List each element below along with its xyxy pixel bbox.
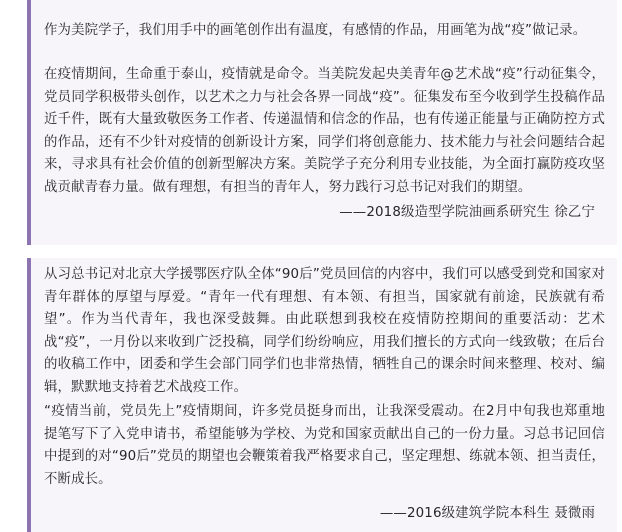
quote-2-paragraph-2: “疫情当前，党员先上”疫情期间，许多党员挺身而出，让我深受震动。在2月中旬我也郑重地提笔写下了入党申请书，希望能够为学校、为党和国家贡献出自己的一份力量。习总书记回信中提到的对“90后”党员的期望也会鞭策着我严格要求自己，坚定理想、练就本领、担当责任，不断成长。 [44,404,605,487]
quote-2-paragraph-1: 从习总书记对北京大学援鄂医疗队全体“90后”党员回信的内容中，我们可以感受到党和国家对青年群体的厚望与厚爱。“青年一代有理想、有本领、有担当，国家就有前途，民族就有希望”。作为当代青年，我也深受鼓舞。由此联想到我校在疫情防控期间的重要活动：艺术战“疫”，一月份以来收到广泛投稿，同学们纷纷响应，用我们擅长的方式向一线致敬；在后台的收稿工作中，团委和学生会部门同学们也非常热情，牺牲自己的课余时间来整理、校对、编辑，默默地支持着艺术战疫工作。 [44,267,605,395]
quote-1-signature: ——2018级造型学院油画系研究生 徐乙宁 [339,205,595,220]
quote-card-2 [27,258,617,532]
quote-1-paragraph-1: 作为美院学子，我们用手中的画笔创作出有温度，有感情的作品，用画笔为战“疫”做记录。 [44,23,587,38]
quote-card-1 [27,0,617,245]
quote-2-signature: ——2016级建筑学院本科生 聂微雨 [379,506,595,521]
quote-1-paragraph-2: 在疫情期间，生命重于泰山，疫情就是命令。当美院发起央美青年@艺术战“疫”行动征集令，党员同学积极带头创作，以艺术之力与社会各界一同战“疫”。征集发布至今收到学生投稿作品近千件，既有大量致敬医务工作者、传递温情和信念的作品，也有传递正能量与正确防控方式的作品，还有不少针对疫情的创新设计方案，同学们将创意能力、技术能力与社会问题结合起来，寻求具有社会价值的创新型解决方案。美院学子充分利用专业技能，为全面打赢防疫攻坚战贡献青春力量。做有理想，有担当的青年人，努力践行习总书记对我们的期望。 [44,67,605,195]
